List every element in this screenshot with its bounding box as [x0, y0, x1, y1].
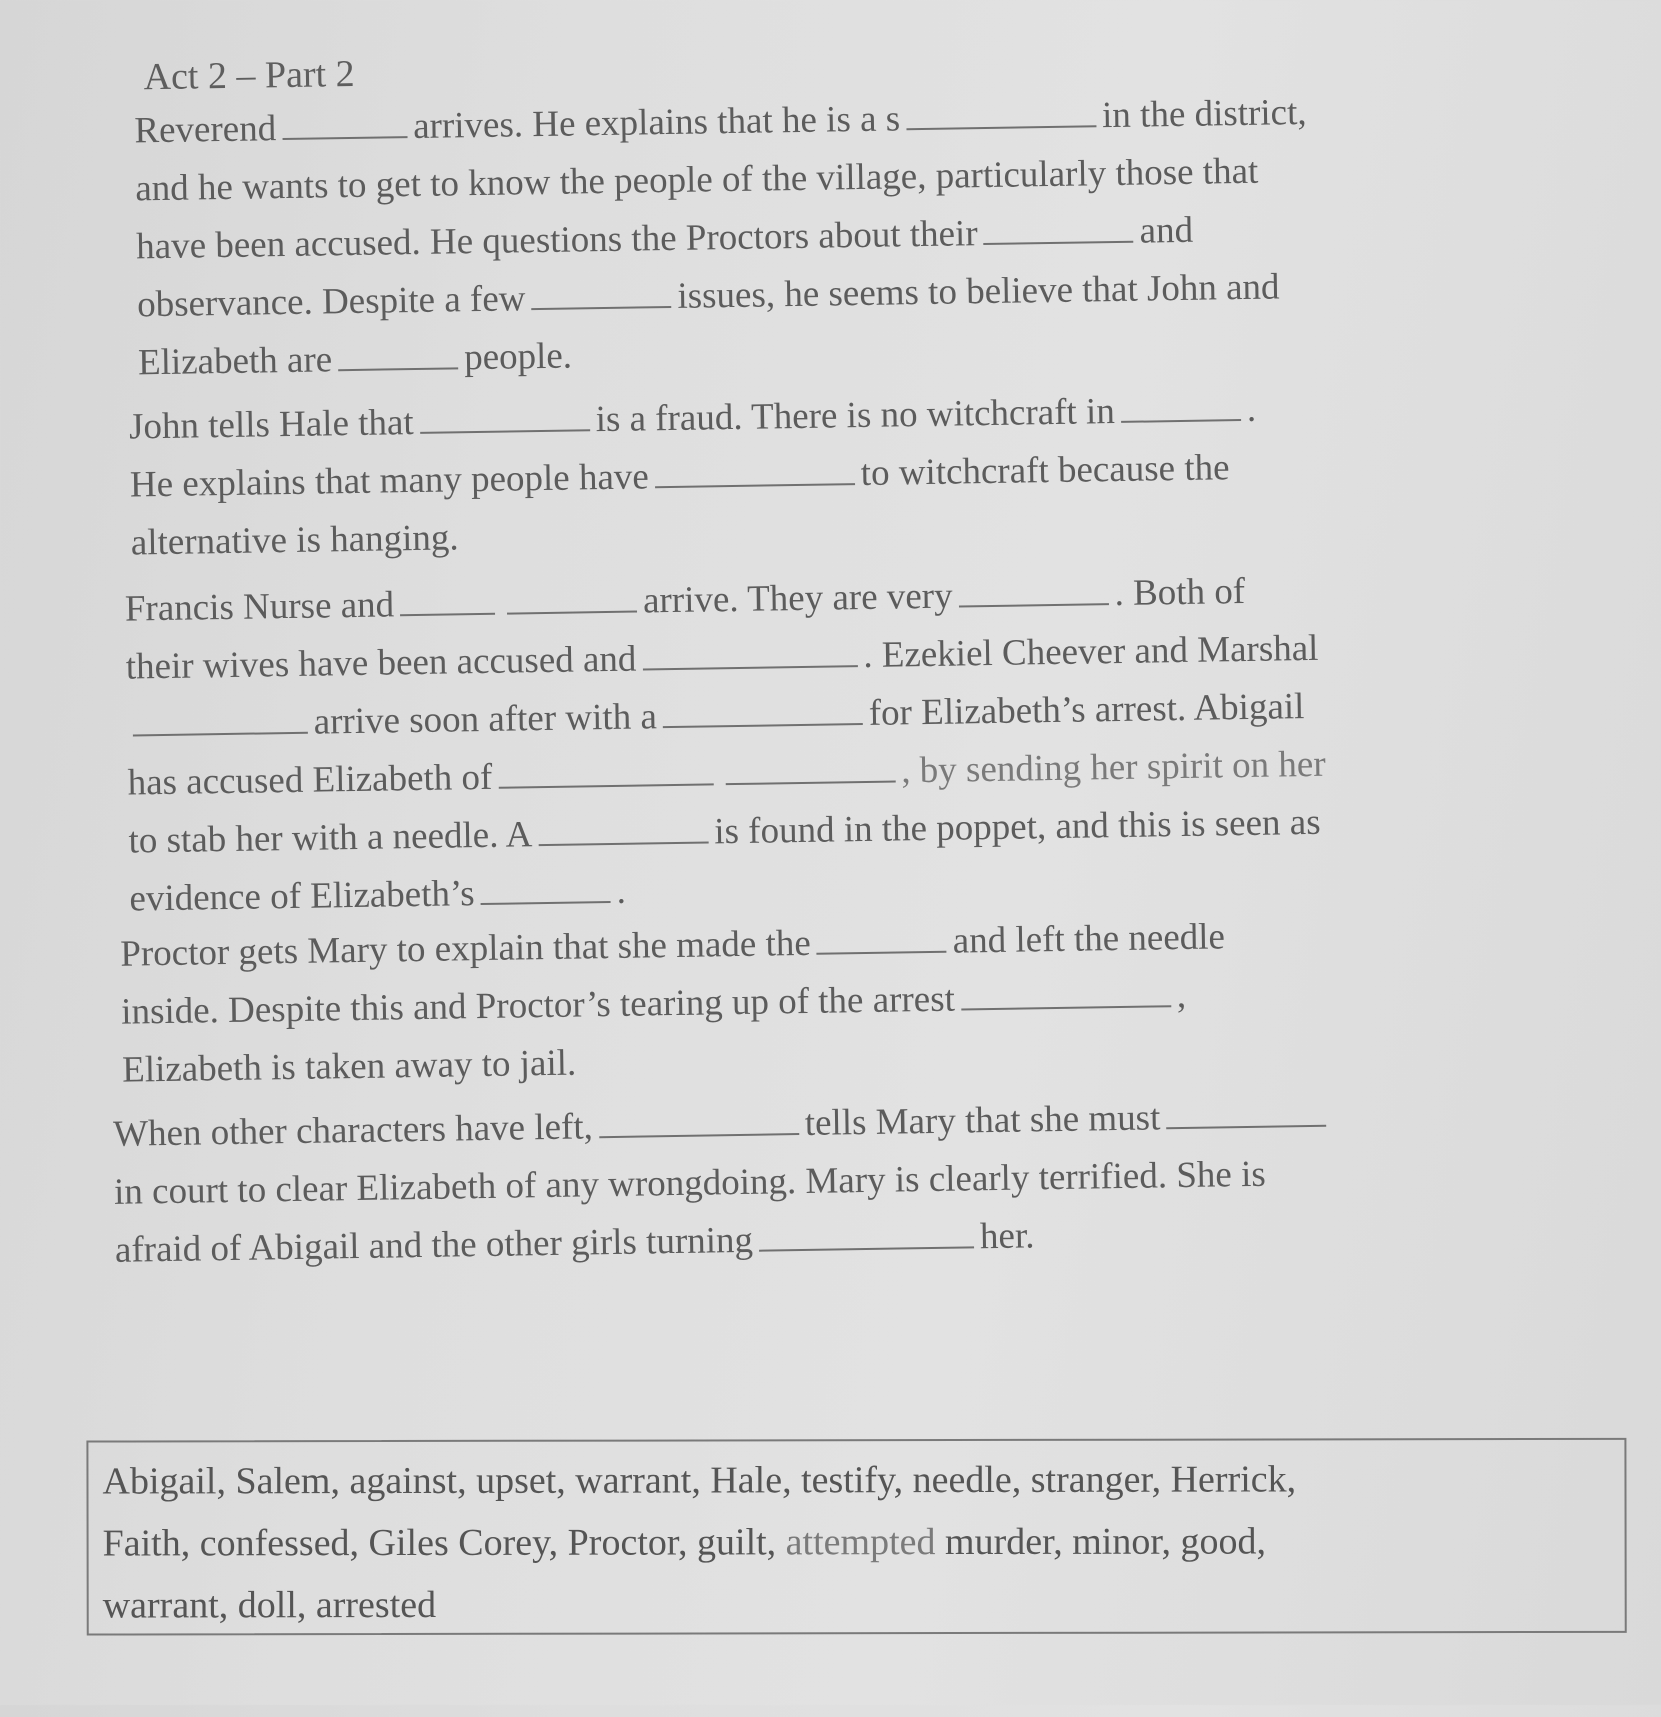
text: He explains that many people have [129, 456, 650, 506]
text: to witchcraft because the [860, 447, 1230, 495]
text: evidence of Elizabeth’s [129, 873, 475, 920]
text: , by sending her spirit on her [900, 743, 1326, 792]
text: afraid of Abigail and the other girls turning [114, 1219, 754, 1271]
blank-guilt[interactable] [480, 867, 611, 905]
paragraph-mary-explains [120, 908, 1227, 1099]
text: . [616, 870, 627, 912]
text-line: in court to clear Elizabeth of any wrongdoing. Mary is clearly terrified. She is [113, 1153, 1267, 1213]
blank-faith[interactable] [983, 207, 1134, 245]
blank-proctor[interactable] [598, 1099, 799, 1138]
text: is found in the poppet, and this is seen as [713, 801, 1321, 853]
text: have been accused. He questions the Proctors about their [135, 213, 978, 268]
paragraph-proctor-tells-mary [113, 1087, 1335, 1280]
text: her. [979, 1215, 1035, 1258]
text: John tells Hale that [128, 402, 414, 448]
blank-herrick[interactable] [132, 698, 308, 737]
text: and left the needle [952, 916, 1226, 962]
text: Reverend [134, 108, 277, 152]
text: for Elizabeth’s arrest. Abigail [868, 686, 1305, 734]
word-bank-box [86, 1438, 1626, 1636]
blank-confessed[interactable] [654, 449, 855, 488]
text: , [1176, 974, 1187, 1017]
blank-upset[interactable] [958, 569, 1109, 607]
text: . Ezekiel Cheever and Marshal [862, 627, 1319, 676]
text: When other characters have left, [112, 1106, 594, 1155]
word-bank-line [103, 1510, 1611, 1575]
text: Faith, confessed, Giles Corey, Proctor, guilt, [102, 1521, 786, 1565]
blank-murder[interactable] [725, 747, 896, 786]
text: arrive soon after with a [313, 696, 658, 743]
paragraph-hale-arrives [134, 84, 1311, 392]
blank-minor[interactable] [531, 272, 672, 310]
worksheet-title: Act 2 – Part 2 [143, 52, 355, 99]
paragraph-warrant-arrives [124, 562, 1327, 929]
blank-abigail[interactable] [419, 395, 590, 434]
paragraph-john-tells-hale [129, 381, 1259, 573]
blank-needle[interactable] [538, 807, 709, 846]
text: is a fraud. There is no witchcraft in [595, 391, 1116, 441]
text: arrive. They are very [642, 575, 953, 622]
blank-hale[interactable] [282, 102, 408, 140]
blank-testify[interactable] [1166, 1091, 1327, 1130]
blank-warrant[interactable] [662, 689, 863, 728]
text: attempted [785, 1521, 936, 1564]
text: Elizabeth are [137, 339, 333, 384]
text: and [1139, 209, 1194, 252]
text: issues, he seems to believe that John and [677, 266, 1280, 317]
blank-attempted[interactable] [498, 749, 714, 788]
blank-corey[interactable] [507, 577, 638, 615]
text: Francis Nurse and [124, 584, 395, 630]
text-line: Elizabeth is taken away to jail. [121, 1042, 577, 1091]
text: Proctor gets Mary to explain that she made the [120, 922, 812, 975]
word-bank-line: warrant, doll, arrested [102, 1583, 437, 1627]
text: people. [463, 335, 573, 379]
text: murder, minor, good, [935, 1520, 1267, 1564]
blank-arrested[interactable] [642, 631, 858, 670]
text: . Both of [1114, 570, 1246, 615]
text: in the district, [1101, 91, 1307, 137]
text: arrives. He explains that he is a s [412, 98, 901, 147]
blank-good[interactable] [338, 333, 459, 371]
blank-salem[interactable] [1120, 385, 1241, 423]
text: observance. Despite a few [136, 278, 526, 326]
blank-stranger[interactable] [906, 91, 1097, 130]
text: their wives have been accused and [125, 638, 637, 688]
text: tells Mary that she must [804, 1097, 1161, 1144]
blank-giles[interactable] [400, 579, 496, 616]
text: . [1246, 388, 1257, 430]
blank-against[interactable] [759, 1212, 975, 1251]
text: inside. Despite this and Proctor’s tearing up of the arrest [120, 978, 956, 1033]
text-line: and he wants to get to know the people of the village, particularly those that [134, 150, 1259, 210]
blank-warrant-2[interactable] [960, 971, 1171, 1010]
text: to stab her with a needle. A [128, 814, 533, 862]
text-line: alternative is hanging. [130, 517, 459, 564]
blank-doll[interactable] [816, 917, 947, 955]
word-bank-line: Abigail, Salem, against, upset, warrant, Hale, testify, needle, stranger, Herrick, [102, 1458, 1297, 1503]
text: has accused Elizabeth of [127, 756, 493, 804]
